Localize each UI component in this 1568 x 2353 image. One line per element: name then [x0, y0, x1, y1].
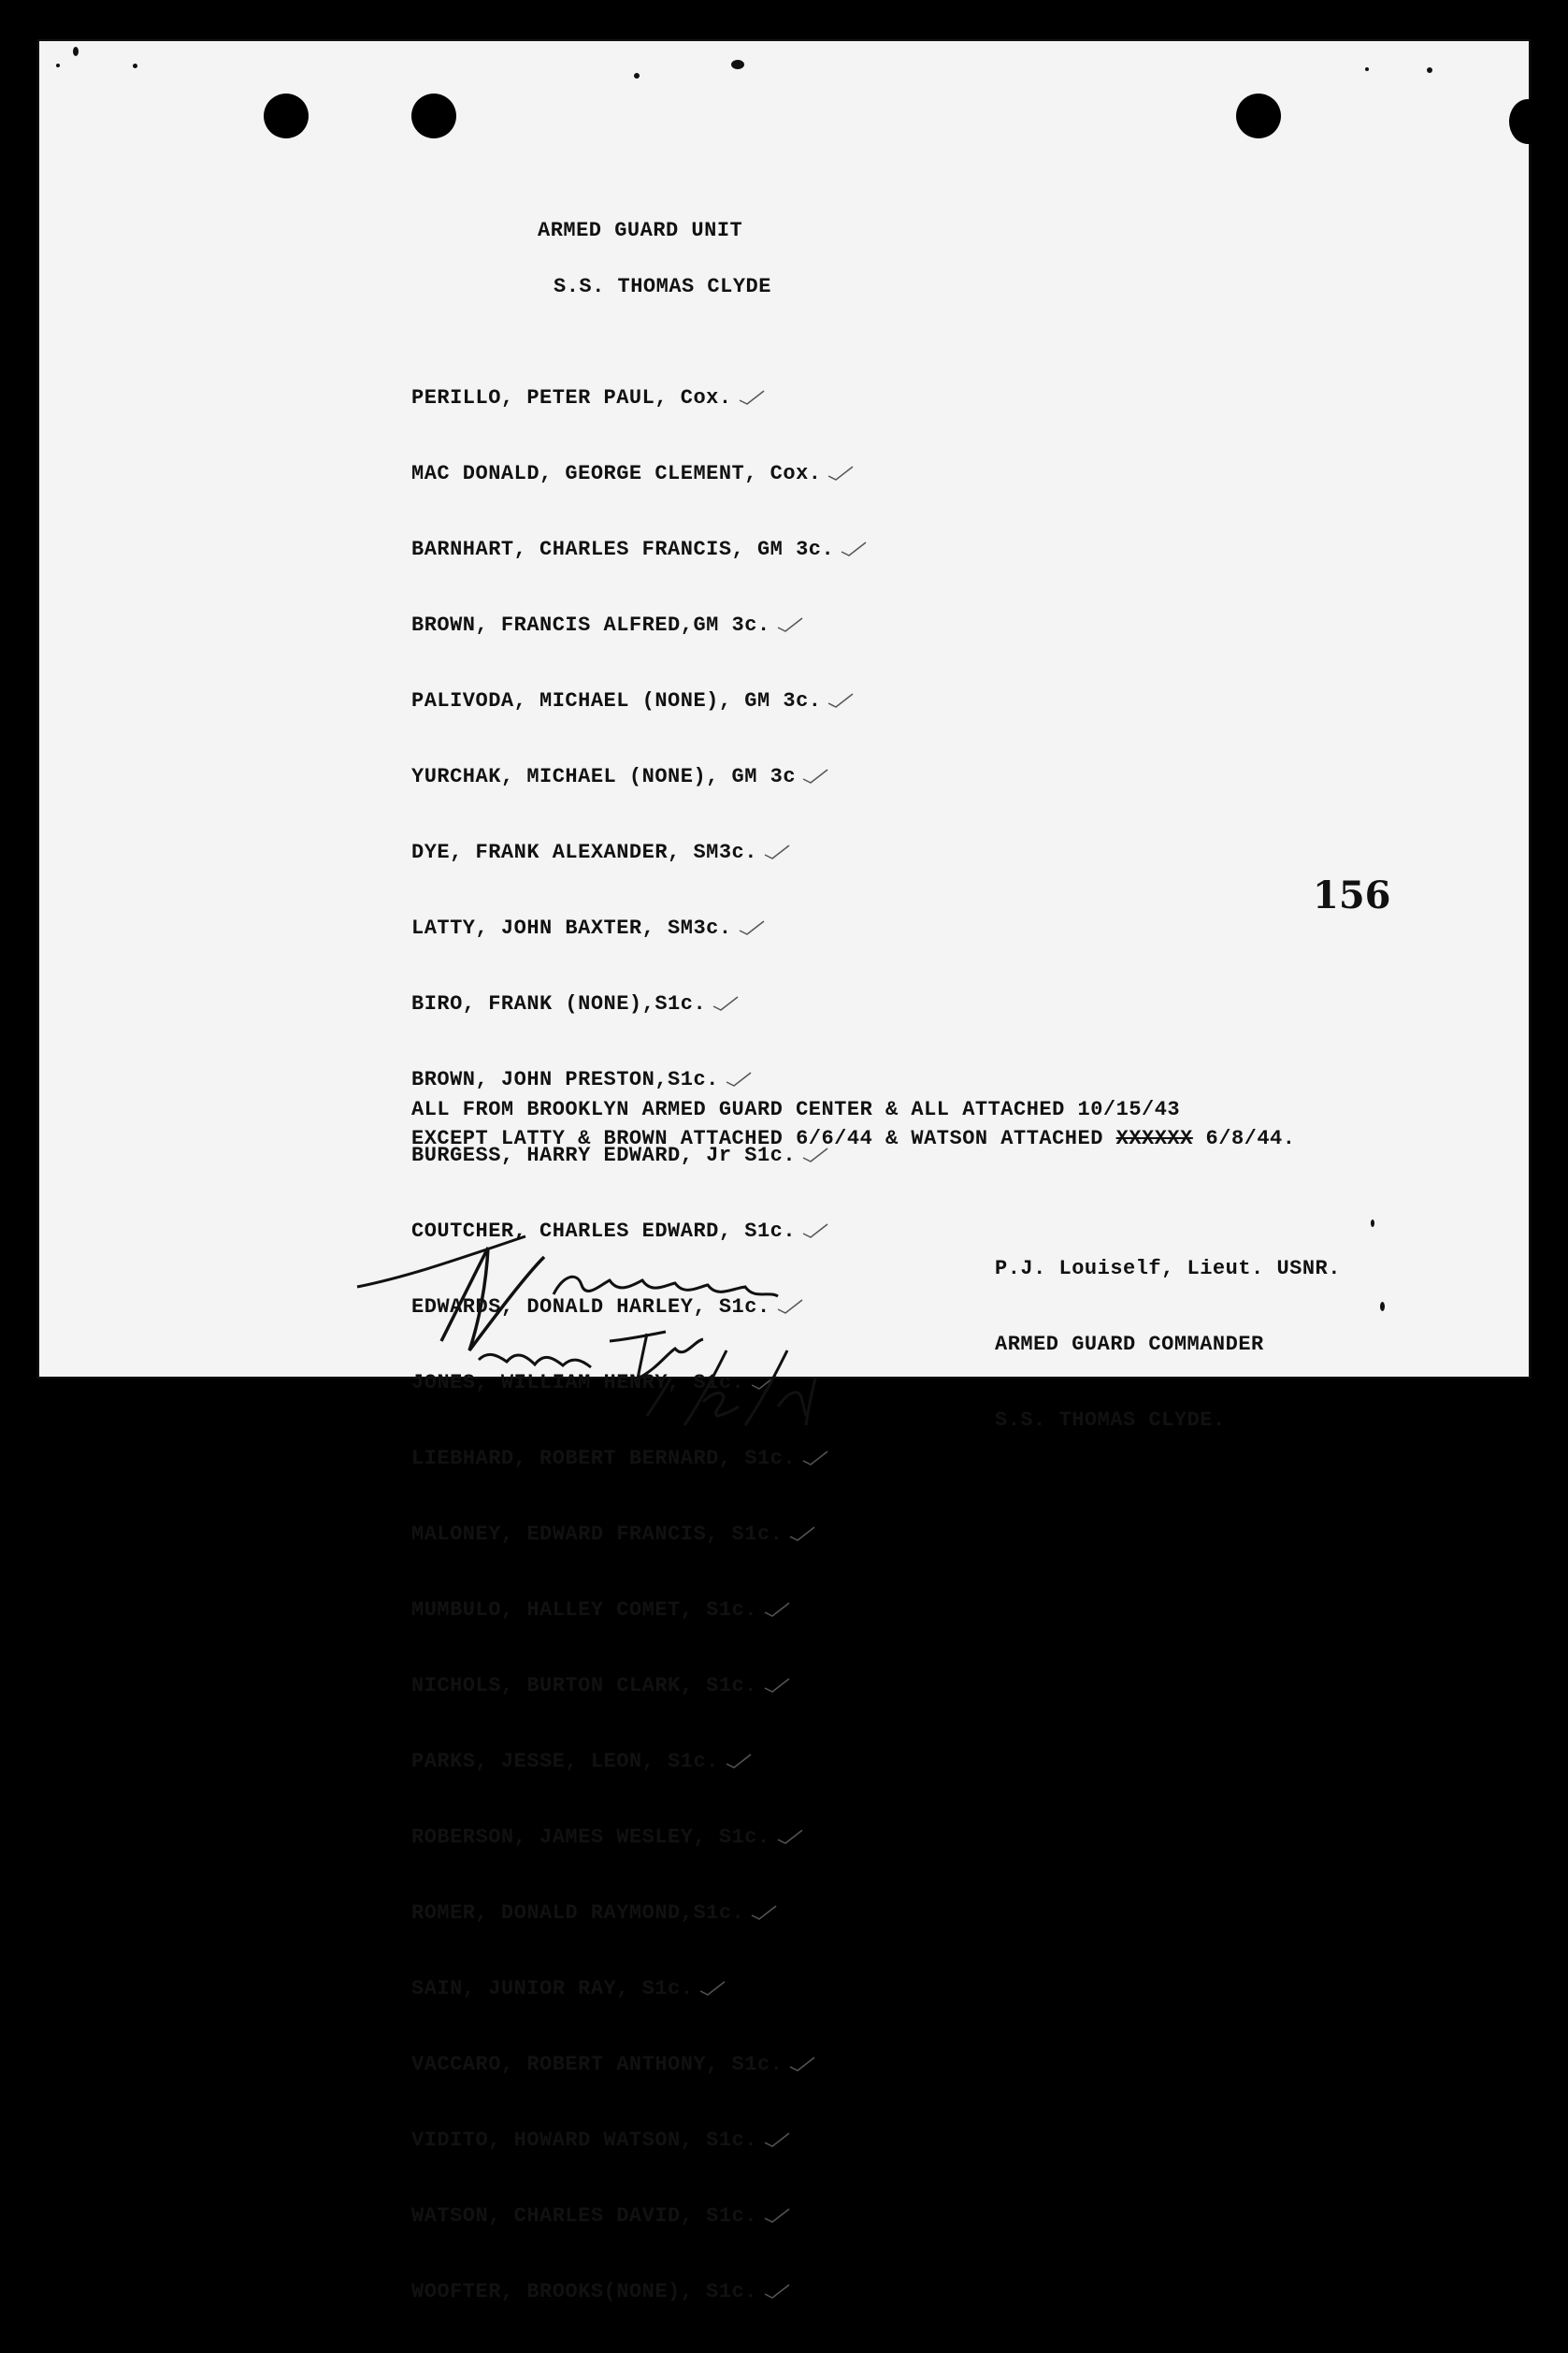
attachment-note-line-2 — [411, 1127, 1295, 1150]
page-number: 156 — [1313, 873, 1391, 917]
roster-entry: NICHOLS, BURTON CLARK, S1c. — [411, 1671, 868, 1700]
roster-entry: JONES, WILLIAM HENRY, S1c. — [411, 1368, 868, 1397]
check-mark-icon — [763, 844, 791, 860]
attachment-note-line-1: ALL FROM BROOKLYN ARMED GUARD CENTER & ALL ATTACHED 10/15/43 — [411, 1098, 1181, 1121]
commander-signature-block — [995, 1207, 1341, 1481]
roster-entry: PARKS, JESSE, LEON, S1c. — [411, 1747, 868, 1776]
ship-name-heading: S.S. THOMAS CLYDE — [554, 275, 771, 298]
check-mark-icon — [827, 692, 855, 709]
roster-entry: MUMBULO, HALLEY COMET, S1c. — [411, 1595, 868, 1624]
roster-entry: WATSON, CHARLES DAVID, S1c. — [411, 2201, 868, 2230]
check-mark-icon — [801, 1450, 829, 1466]
roster-entry: BARNHART, CHARLES FRANCIS, GM 3c. — [411, 535, 868, 564]
roster-entry: PALIVODA, MICHAEL (NONE), GM 3c. — [411, 686, 868, 715]
document-title: ARMED GUARD UNIT — [538, 219, 743, 242]
roster-entry: BURGESS, HARRY EDWARD, Jr S1c. — [411, 1141, 868, 1170]
speck — [1365, 67, 1369, 71]
roster-entry: WOOFTER, BROOKS(NONE), S1c. — [411, 2277, 868, 2306]
roster-entry: MAC DONALD, GEORGE CLEMENT, Cox. — [411, 459, 868, 488]
binder-hole-4 — [1509, 99, 1546, 144]
roster-entry: LIEBHARD, ROBERT BERNARD, S1c. — [411, 1444, 868, 1473]
speck — [1427, 67, 1432, 73]
roster-entry: LATTY, JOHN BAXTER, SM3c. — [411, 914, 868, 943]
roster-entry: BROWN, JOHN PRESTON,S1c. — [411, 1065, 868, 1094]
binder-hole-1 — [264, 94, 309, 138]
roster-entry: ROMER, DONALD RAYMOND,S1c. — [411, 1898, 868, 1927]
check-mark-icon — [738, 389, 766, 406]
check-mark-icon — [763, 1601, 791, 1618]
check-mark-icon — [725, 1753, 753, 1769]
roster-entry: MALONEY, EDWARD FRANCIS, S1c. — [411, 1520, 868, 1549]
check-mark-icon — [763, 2283, 791, 2300]
speck — [731, 60, 744, 69]
check-mark-icon — [788, 2056, 816, 2072]
handwritten-inspection-signature — [376, 1229, 862, 1435]
commander-title: ARMED GUARD COMMANDER — [995, 1333, 1264, 1356]
roster-entry: BIRO, FRANK (NONE),S1c. — [411, 989, 868, 1018]
check-mark-icon — [776, 616, 804, 633]
attachment-note-date: 6/8/44. — [1192, 1127, 1296, 1150]
check-mark-icon — [763, 2131, 791, 2148]
check-mark-icon — [827, 465, 855, 482]
roster-entry: DYE, FRANK ALEXANDER, SM3c. — [411, 838, 868, 867]
check-mark-icon — [698, 1980, 726, 1997]
check-mark-icon — [763, 1677, 791, 1694]
check-mark-icon — [725, 1071, 753, 1088]
speck — [56, 64, 60, 67]
binder-hole-2 — [411, 94, 456, 138]
roster-entry: SAIN, JUNIOR RAY, S1c. — [411, 1974, 868, 2003]
attachment-note-prefix: EXCEPT LATTY & BROWN ATTACHED 6/6/44 & WATSON ATTACHED — [411, 1127, 1116, 1150]
roster-entry: VACCARO, ROBERT ANTHONY, S1c. — [411, 2050, 868, 2079]
check-mark-icon — [738, 919, 766, 936]
speck — [1371, 1220, 1374, 1227]
check-mark-icon — [712, 995, 740, 1012]
commander-ship: S.S. THOMAS CLYDE. — [995, 1408, 1226, 1432]
check-mark-icon — [788, 1525, 816, 1542]
roster-entry: VIDITO, HOWARD WATSON, S1c. — [411, 2126, 868, 2155]
binder-hole-3 — [1236, 94, 1281, 138]
speck — [634, 73, 640, 79]
roster-entry: COUTCHER, CHARLES EDWARD, S1c. — [411, 1217, 868, 1246]
roster-entry: YURCHAK, MICHAEL (NONE), GM 3c — [411, 762, 868, 791]
speck — [133, 64, 137, 68]
check-mark-icon — [801, 768, 829, 785]
speck — [73, 47, 79, 56]
document-page — [37, 39, 1531, 2303]
struck-out-text: XXXXXX — [1115, 1127, 1193, 1150]
roster-entry: EDWARDS, DONALD HARLEY, S1c. — [411, 1292, 868, 1321]
check-mark-icon — [763, 2207, 791, 2224]
roster-entry: PERILLO, PETER PAUL, Cox. — [411, 383, 868, 412]
check-mark-icon — [776, 1828, 804, 1845]
check-mark-icon — [840, 541, 868, 557]
speck — [1380, 1302, 1385, 1311]
roster-entry: BROWN, FRANCIS ALFRED,GM 3c. — [411, 611, 868, 640]
check-mark-icon — [750, 1904, 778, 1921]
roster-entry: ROBERSON, JAMES WESLEY, S1c. — [411, 1823, 868, 1852]
commander-name: P.J. Louiself, Lieut. USNR. — [995, 1257, 1341, 1280]
